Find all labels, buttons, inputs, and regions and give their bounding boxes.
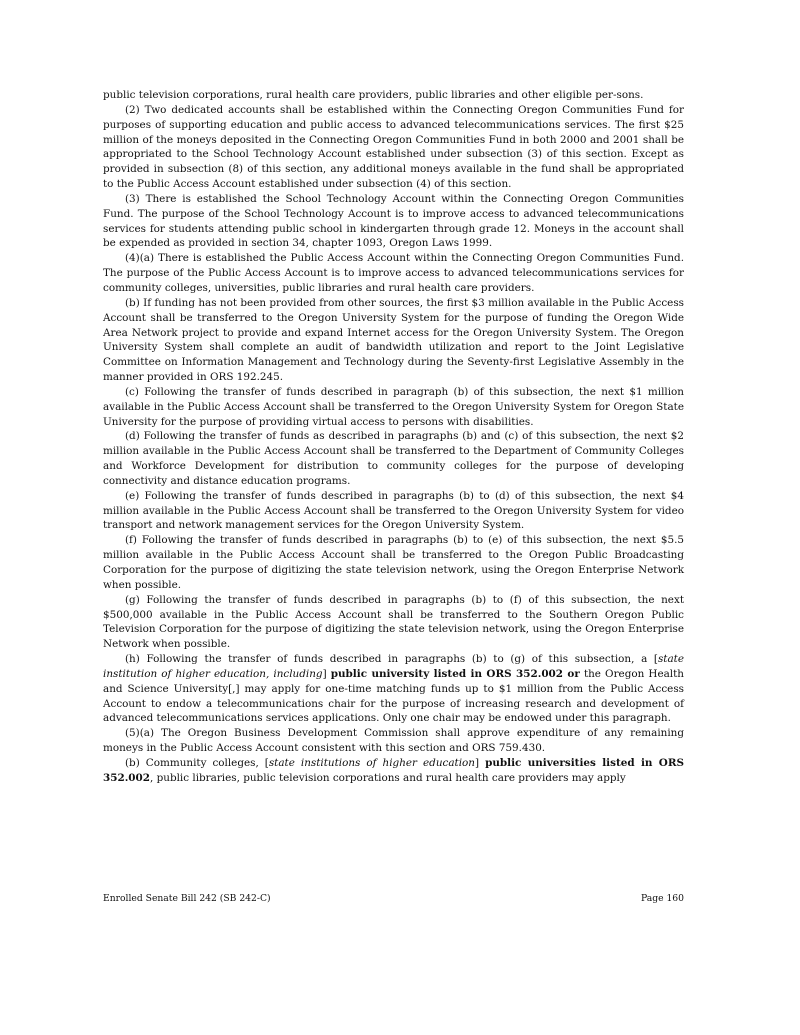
body-paragraph	[103, 756, 684, 786]
body-paragraph	[103, 429, 684, 488]
body-paragraph	[103, 652, 684, 726]
text-run: (f) Following the transfer of funds described in paragraphs (b) to (e) of this subsection, the next $5.5 million available in the Public Access Account shall be transferred to the Oregon Public Broadcasting Corporation for the purpose of digitizing the state television network, using the Oregon Enterprise Network when possible.	[103, 534, 684, 591]
text-run: (e) Following the transfer of funds described in paragraphs (b) to (d) of this subsection, the next $4 million available in the Public Access Account shall be transferred to the Oregon University System for video transport and network management services for the Oregon University System.	[103, 489, 684, 532]
page-footer	[103, 893, 684, 904]
body-paragraph	[103, 103, 684, 192]
text-run: (b) Community colleges, [	[125, 756, 269, 769]
document-body	[103, 88, 684, 786]
text-run: ]	[322, 667, 331, 680]
text-run: (b) If funding has not been provided from other sources, the first $3 million available in the Public Access Account shall be transferred to the Oregon University System for the purpose of funding the Oregon Wide Area Network project to provide and expand Internet access for the Oregon University System. The Oregon University System shall complete an audit of bandwidth utilization and report to the Joint Legislative Committee on Information Management and Technology during the Seventy-first Legislative Assembly in the manner provided in ORS 192.245.	[103, 296, 684, 384]
body-paragraph	[103, 726, 684, 756]
body-paragraph	[103, 251, 684, 296]
footer-page-number: Page 160	[640, 893, 684, 904]
text-run: public television corporations, rural health care providers, public libraries and other eligible per-sons.	[103, 89, 644, 101]
footer-bill-label: Enrolled Senate Bill 242 (SB 242-C)	[103, 893, 271, 904]
inserted-text: public university listed in ORS 352.002 or	[330, 667, 580, 680]
text-run: (3) There is established the School Technology Account within the Connecting Oregon Communities Fund. The purpose of the School Technology Account is to improve access to advanced telecommunications services for students attending public school in kindergarten through grade 12. Moneys in the account shall be expended as provided in section 34, chapter 1093, Oregon Laws 1999.	[103, 192, 684, 250]
body-paragraph	[103, 593, 684, 652]
body-paragraph	[103, 533, 684, 592]
inserted-text: public universities listed in ORS 352.002	[103, 756, 684, 784]
text-run: (g) Following the transfer of funds described in paragraphs (b) to (f) of this subsection, the next $500,000 available in the Public Access Account shall be transferred to the Southern Oregon Public Television Corporation for the purpose of digitizing the state television network, using the Oregon Enterprise Network when possible.	[103, 593, 684, 651]
body-paragraph	[103, 192, 684, 251]
text-run: (2) Two dedicated accounts shall be established within the Connecting Oregon Communities Fund for purposes of supporting education and public access to advanced telecommunications services. The first $25 million of the moneys deposited in the Connecting Oregon Communities Fund in both 2000 and 2001 shall be appropriated to the School Technology Account established under subsection (3) of this section. Except as provided in subsection (8) of this section, any additional moneys available in the fund shall be appropriated to the Public Access Account established under subsection (4) of this section.	[103, 103, 684, 191]
body-paragraph	[103, 489, 684, 534]
text-run: (5)(a) The Oregon Business Development Commission shall approve expenditure of any remaining moneys in the Public Access Account consistent with this section and ORS 759.430.	[103, 727, 684, 755]
body-paragraph	[103, 88, 684, 103]
body-paragraph	[103, 296, 684, 385]
text-run: (4)(a) There is established the Public Access Account within the Connecting Oregon Communities Fund. The purpose of the Public Access Account is to improve access to advanced telecommunications services for community colleges, universities, public libraries and rural health care providers.	[103, 252, 684, 294]
text-run: ]	[474, 756, 486, 769]
deleted-text: state institutions of higher education	[268, 756, 475, 769]
text-run: (h) Following the transfer of funds described in paragraphs (b) to (g) of this subsection, a [	[125, 653, 658, 666]
text-run: (c) Following the transfer of funds described in paragraph (b) of this subsection, the next $1 million available in the Public Access Account shall be transferred to the Oregon University System for Oregon State University for the purpose of providing virtual access to persons with disabilities.	[103, 385, 684, 428]
text-run: the Oregon Health and Science University[,] may apply for one-time matching funds up to $1 million from the Public Access Account to endow a telecommunications chair for the purpose of increasing research and development of advanced telecommunications services applications. Only one chair may be endowed under this paragraph.	[103, 667, 684, 725]
text-run: (d) Following the transfer of funds as described in paragraphs (b) and (c) of this subsection, the next $2 million available in the Public Access Account shall be transferred to the Department of Community Colleges and Workforce Development for distribution to community colleges for the purpose of developing connectivity and distance education programs.	[103, 430, 684, 487]
body-paragraph	[103, 385, 684, 430]
deleted-text: state institution of higher education, including	[103, 653, 684, 680]
text-run: , public libraries, public television corporations and rural health care providers may apply	[150, 771, 626, 784]
